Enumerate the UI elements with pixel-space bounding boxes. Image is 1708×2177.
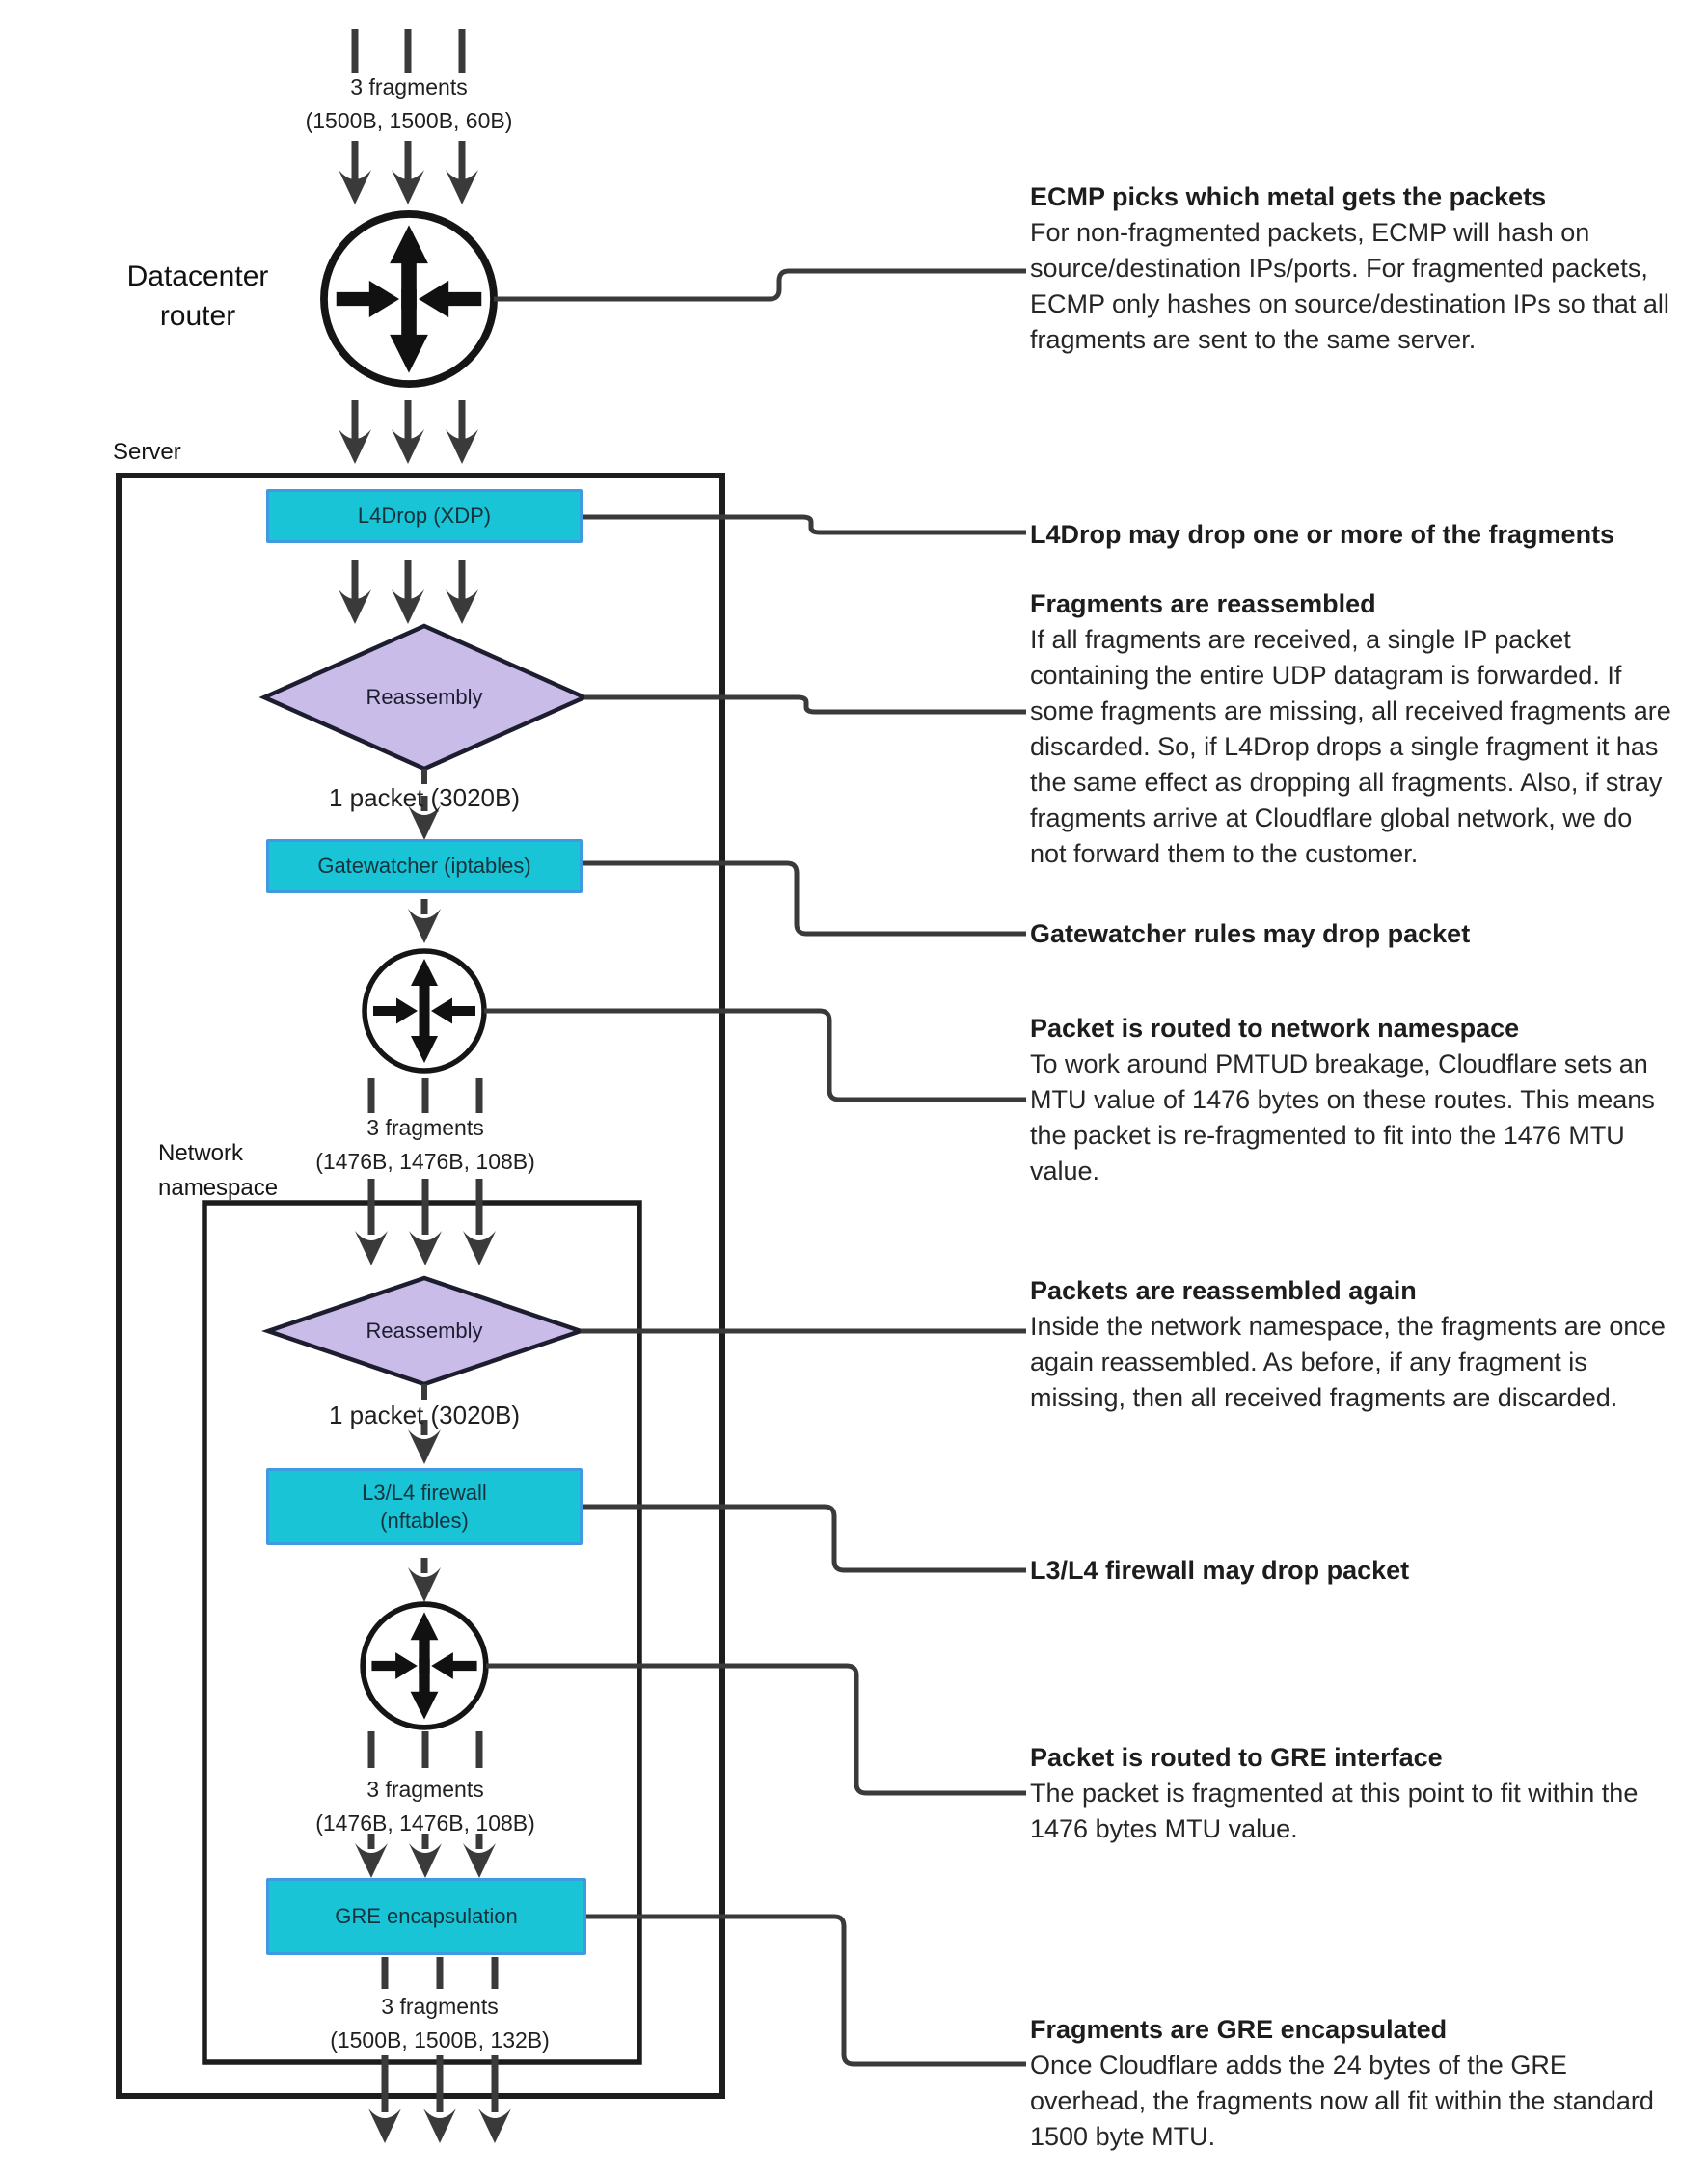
incoming-fragment-lines xyxy=(355,29,462,73)
annotation-routed-namespace: Packet is routed to network namespace To work around PMTUD breakage, Cloudflare sets an MTU value of 1476 bytes on these routes. This means the packet is re-fragmented to fit into the 1476 MTU value. xyxy=(1030,1014,1655,1185)
reassembly-1-label: Reassembly xyxy=(366,685,483,709)
packet-caption-1: 1 packet (3020B) xyxy=(328,783,520,812)
gre-node: GRE encapsulation xyxy=(266,1878,586,1955)
arrows-to-server xyxy=(339,400,478,464)
arrows-into-namespace xyxy=(355,1179,496,1265)
pre-gre-fragments-caption: 3 fragments (1476B, 1476B, 108B) xyxy=(315,1777,535,1836)
annotation-ecmp: ECMP picks which metal gets the packets For non-fragmented packets, ECMP will hash on source/destination IPs/ports. For fragmented packets, ECMP only hashes on source/destination IPs so that all fragments are sent to the same server. xyxy=(1030,182,1669,354)
datacenter-router-label: Datacenter router xyxy=(126,260,269,332)
datacenter-router-icon xyxy=(324,214,494,384)
arrows-to-router xyxy=(339,141,478,204)
route-to-namespace-router-icon xyxy=(365,951,484,1071)
refragmented-lines xyxy=(371,1078,479,1113)
arrow-to-router2 xyxy=(408,899,441,943)
arrows-to-reassembly xyxy=(339,560,478,624)
route-to-gre-router-icon xyxy=(363,1604,486,1728)
annotation-gre-interface: Packet is routed to GRE interface The packet is fragmented at this point to fit within the 1476 bytes MTU value. xyxy=(1030,1743,1639,1843)
arrow-to-router3 xyxy=(408,1558,441,1602)
annotation-reassembled-again: Packets are reassembled again Inside the network namespace, the fragments are once again reassembled. As before, if any fragment is missing, then all received fragments are discarded. xyxy=(1030,1276,1666,1412)
network-namespace-label: Network namespace xyxy=(158,1140,279,1201)
annotation-l4drop: L4Drop may drop one or more of the fragments xyxy=(1030,520,1615,549)
firewall-node: L3/L4 firewall (nftables) xyxy=(266,1468,583,1545)
packet-caption-2: 1 packet (3020B) xyxy=(328,1401,520,1429)
annotation-gatewatcher: Gatewatcher rules may drop packet xyxy=(1030,919,1471,948)
gatewatcher-node: Gatewatcher (iptables) xyxy=(266,839,583,893)
reassembly-2-label: Reassembly xyxy=(366,1319,483,1343)
l4drop-node: L4Drop (XDP) xyxy=(266,489,583,543)
mid-fragments-caption: 3 fragments (1476B, 1476B, 108B) xyxy=(315,1115,535,1174)
annotation-reassembled: Fragments are reassembled If all fragments are received, a single IP packet containing the entire UDP datagram is forwarded. If some fragments are missing, all received fragments are discarded. So, if L4Drop drops a single fragment it has the same effect as dropping all fragments. Also, if stray fragments arrive at Cloudflare global network, we do not forward them to the customer. xyxy=(1030,589,1671,868)
top-fragments-caption: 3 fragments (1500B, 1500B, 60B) xyxy=(305,74,513,133)
pre-gre-fragment-lines xyxy=(371,1731,479,1768)
post-gre-fragments-caption: 3 fragments (1500B, 1500B, 132B) xyxy=(330,1994,550,2053)
annotation-firewall: L3/L4 firewall may drop packet xyxy=(1030,1556,1410,1585)
post-gre-fragment-lines xyxy=(385,1957,495,1989)
annotation-gre-encapsulated: Fragments are GRE encapsulated Once Cloudflare adds the 24 bytes of the GRE overhead, the fragments now all fit within the standard 1500 byte MTU. xyxy=(1030,2015,1654,2151)
server-label: Server xyxy=(113,439,181,465)
